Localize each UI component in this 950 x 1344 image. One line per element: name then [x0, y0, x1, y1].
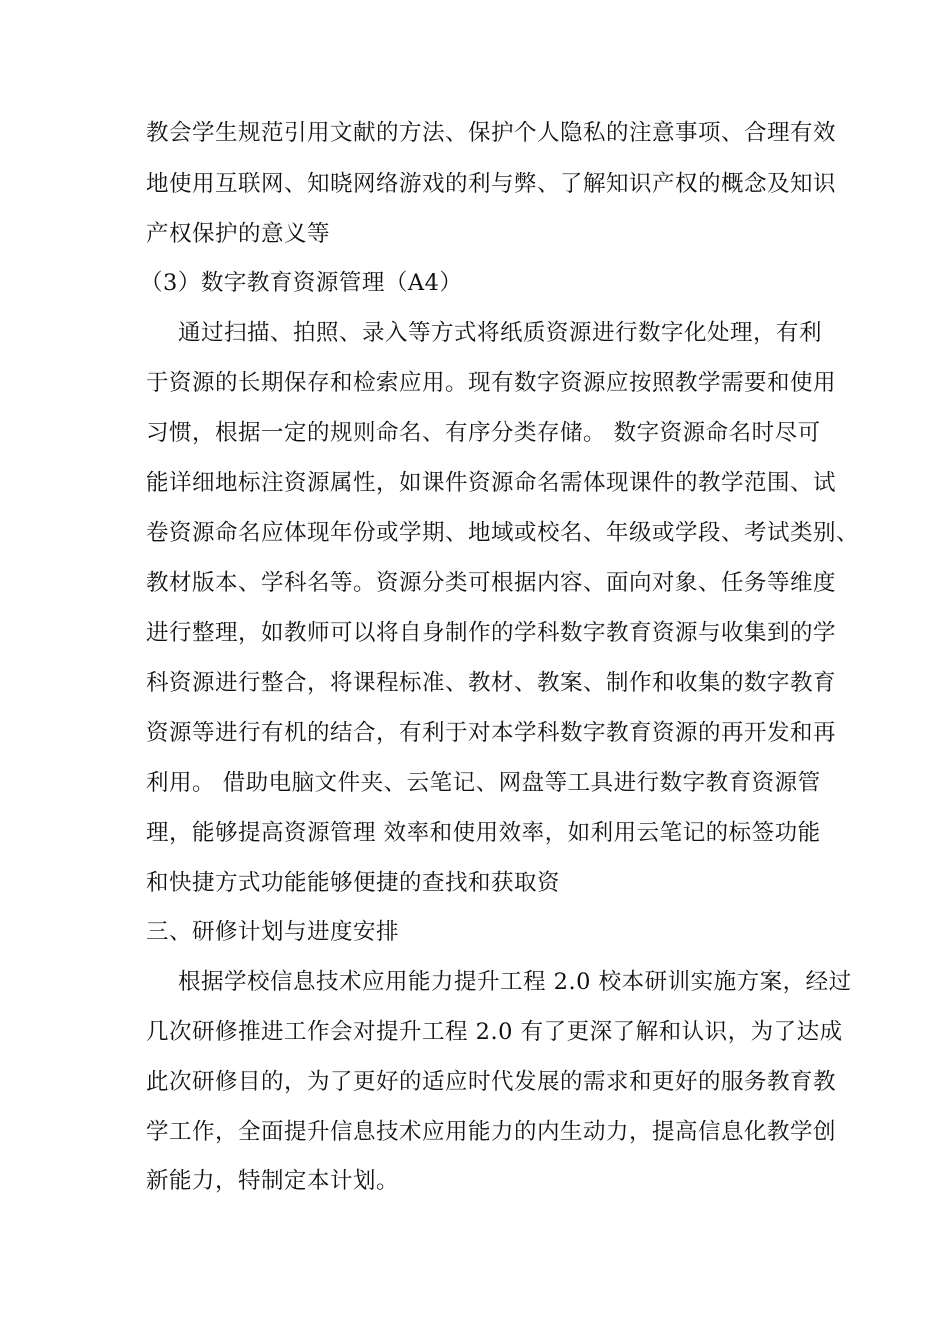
paragraph-line: 新能力，特制定本计划。	[146, 1168, 400, 1194]
paragraph-line: 资源等进行有机的结合，有利于对本学科数字教育资源的再开发和再	[146, 720, 837, 746]
paragraph-line: 理，能够提高资源管理 效率和使用效率，如利用云笔记的标签功能	[146, 820, 821, 846]
paragraph-line: 卷资源命名应体现年份或学期、地域或校名、年级或学段、考试类别、	[146, 520, 860, 546]
paragraph-line: 教会学生规范引用文献的方法、保护个人隐私的注意事项、合理有效	[146, 120, 837, 146]
paragraph-line: 根据学校信息技术应用能力提升工程 2.0 校本研训实施方案，经过	[178, 969, 852, 995]
section-heading: （3）数字教育资源管理（A4）	[140, 270, 463, 296]
paragraph-line: 科资源进行整合，将课程标准、教材、教案、制作和收集的数字教育	[146, 670, 837, 696]
paragraph-line: 习惯，根据一定的规则命名、有序分类存储。 数字资源命名时尽可	[146, 420, 821, 446]
paragraph-line: 和快捷方式功能能够便捷的查找和获取资	[146, 870, 561, 896]
paragraph-line: 学工作，全面提升信息技术应用能力的内生动力，提高信息化教学创	[146, 1119, 837, 1145]
paragraph-line: 教材版本、学科名等。资源分类可根据内容、面向对象、任务等维度	[146, 570, 837, 596]
paragraph-line: 能详细地标注资源属性，如课件资源命名需体现课件的教学范围、试	[146, 470, 837, 496]
paragraph-line: 进行整理，如教师可以将自身制作的学科数字教育资源与收集到的学	[146, 620, 837, 646]
paragraph-line: 利用。 借助电脑文件夹、云笔记、网盘等工具进行数字教育资源管	[146, 770, 821, 796]
paragraph-line: 地使用互联网、知晓网络游戏的利与弊、了解知识产权的概念及知识	[146, 171, 837, 197]
paragraph-line: 此次研修目的，为了更好的适应时代发展的需求和更好的服务教育教	[146, 1069, 837, 1095]
section-heading: 三、研修计划与进度安排	[146, 919, 400, 945]
paragraph-line: 于资源的长期保存和检索应用。现有数字资源应按照教学需要和使用	[146, 370, 837, 396]
paragraph-line: 产权保护的意义等	[146, 221, 331, 247]
paragraph-line: 几次研修推进工作会对提升工程 2.0 有了更深了解和认识，为了达成	[146, 1019, 843, 1045]
paragraph-line: 通过扫描、拍照、录入等方式将纸质资源进行数字化处理，有利	[178, 320, 823, 346]
